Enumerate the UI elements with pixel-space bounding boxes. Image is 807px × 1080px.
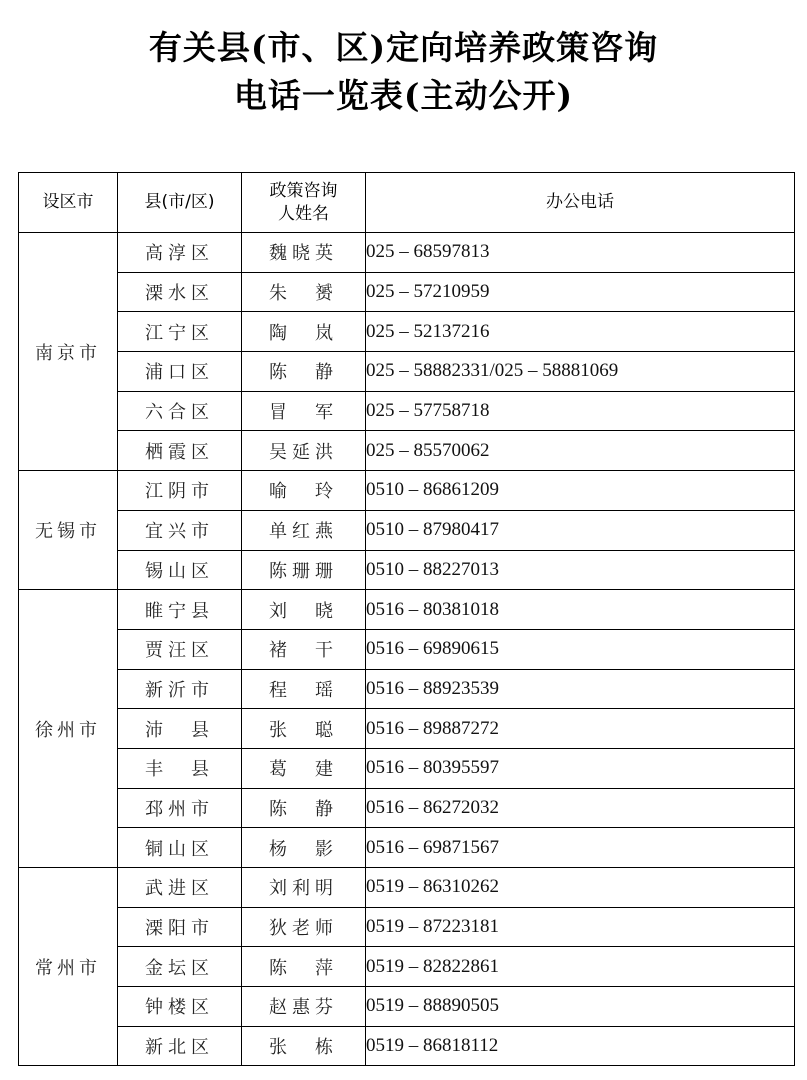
person-cell: 陈 萍: [242, 947, 366, 987]
header-person: [242, 173, 366, 233]
table-row: [19, 669, 795, 709]
person-cell: 狄老师: [242, 907, 366, 947]
county-cell: 铜山区: [118, 828, 242, 868]
table-row: [19, 987, 795, 1027]
phone-cell: 025 – 68597813: [366, 233, 795, 273]
table-row: [19, 868, 795, 908]
table-row: [19, 272, 795, 312]
page-title-line-1: 有关县(市、区)定向培养政策咨询: [148, 28, 659, 67]
person-cell: 朱 赟: [242, 272, 366, 312]
phone-cell: 0519 – 88890505: [366, 987, 795, 1027]
phone-cell: 025 – 52137216: [366, 312, 795, 352]
phone-cell: 0510 – 86861209: [366, 471, 795, 511]
county-cell: 浦口区: [118, 352, 242, 392]
person-cell: 程 瑶: [242, 669, 366, 709]
person-cell: 刘利明: [242, 868, 366, 908]
table-row: [19, 233, 795, 273]
phone-cell: 0519 – 86818112: [366, 1026, 795, 1066]
table-row: [19, 947, 795, 987]
county-cell: 高淳区: [118, 233, 242, 273]
person-cell: 褚 干: [242, 629, 366, 669]
header-person-line-2: 人姓名: [278, 203, 329, 224]
county-cell: 宜兴市: [118, 510, 242, 550]
county-cell: 邳州市: [118, 788, 242, 828]
table-row: [19, 709, 795, 749]
city-cell: 常州市: [19, 868, 118, 1066]
person-cell: 杨 影: [242, 828, 366, 868]
person-cell: 陶 岚: [242, 312, 366, 352]
county-cell: 六合区: [118, 391, 242, 431]
table-row: [19, 471, 795, 511]
phone-cell: 025 – 57758718: [366, 391, 795, 431]
phone-cell: 0519 – 82822861: [366, 947, 795, 987]
person-cell: 刘 晓: [242, 590, 366, 630]
county-cell: 溧阳市: [118, 907, 242, 947]
table-row: [19, 907, 795, 947]
county-cell: 沛 县: [118, 709, 242, 749]
phone-cell: 0516 – 69890615: [366, 629, 795, 669]
phone-cell: 0516 – 86272032: [366, 788, 795, 828]
county-cell: 江阴市: [118, 471, 242, 511]
phone-cell: 0516 – 69871567: [366, 828, 795, 868]
header-phone: 办公电话: [366, 173, 795, 233]
header-county: 县(市/区): [118, 173, 242, 233]
county-cell: 锡山区: [118, 550, 242, 590]
person-cell: 陈珊珊: [242, 550, 366, 590]
phone-cell: 025 – 57210959: [366, 272, 795, 312]
table-row: [19, 629, 795, 669]
header-city: 设区市: [19, 173, 118, 233]
person-cell: 张 栋: [242, 1026, 366, 1066]
table-row: [19, 352, 795, 392]
phone-cell: 0519 – 86310262: [366, 868, 795, 908]
county-cell: 钟楼区: [118, 987, 242, 1027]
table-row: [19, 590, 795, 630]
person-cell: 单红燕: [242, 510, 366, 550]
page-title-line-2: 电话一览表(主动公开): [233, 76, 574, 115]
phone-cell: 025 – 58882331/025 – 58881069: [366, 352, 795, 392]
phone-cell: 0519 – 87223181: [366, 907, 795, 947]
city-cell: 徐州市: [19, 590, 118, 868]
county-cell: 新沂市: [118, 669, 242, 709]
person-cell: 陈 静: [242, 788, 366, 828]
county-cell: 溧水区: [118, 272, 242, 312]
phone-cell: 025 – 85570062: [366, 431, 795, 471]
person-cell: 魏晓英: [242, 233, 366, 273]
table-row: [19, 510, 795, 550]
phone-cell: 0516 – 89887272: [366, 709, 795, 749]
county-cell: 丰 县: [118, 748, 242, 788]
county-cell: 武进区: [118, 868, 242, 908]
header-person-line-1: 政策咨询: [269, 180, 338, 201]
phone-cell: 0516 – 80381018: [366, 590, 795, 630]
table-row: [19, 1026, 795, 1066]
contacts-table: [18, 172, 795, 1066]
person-cell: 吴延洪: [242, 431, 366, 471]
person-cell: 喻 玲: [242, 471, 366, 511]
county-cell: 贾汪区: [118, 629, 242, 669]
phone-cell: 0510 – 87980417: [366, 510, 795, 550]
county-cell: 新北区: [118, 1026, 242, 1066]
table-body: [19, 233, 795, 1066]
county-cell: 江宁区: [118, 312, 242, 352]
phone-cell: 0510 – 88227013: [366, 550, 795, 590]
person-cell: 冒 军: [242, 391, 366, 431]
person-cell: 张 聪: [242, 709, 366, 749]
county-cell: 睢宁县: [118, 590, 242, 630]
city-cell: 南京市: [19, 233, 118, 471]
table-row: [19, 312, 795, 352]
person-cell: 葛 建: [242, 748, 366, 788]
table-row: [19, 550, 795, 590]
table-row: [19, 828, 795, 868]
person-cell: 赵惠芬: [242, 987, 366, 1027]
city-cell: 无锡市: [19, 471, 118, 590]
phone-cell: 0516 – 88923539: [366, 669, 795, 709]
table-row: [19, 431, 795, 471]
table-row: [19, 788, 795, 828]
county-cell: 金坛区: [118, 947, 242, 987]
table-row: [19, 748, 795, 788]
table-row: [19, 391, 795, 431]
table-header-row: [19, 173, 795, 233]
person-cell: 陈 静: [242, 352, 366, 392]
phone-cell: 0516 – 80395597: [366, 748, 795, 788]
county-cell: 栖霞区: [118, 431, 242, 471]
